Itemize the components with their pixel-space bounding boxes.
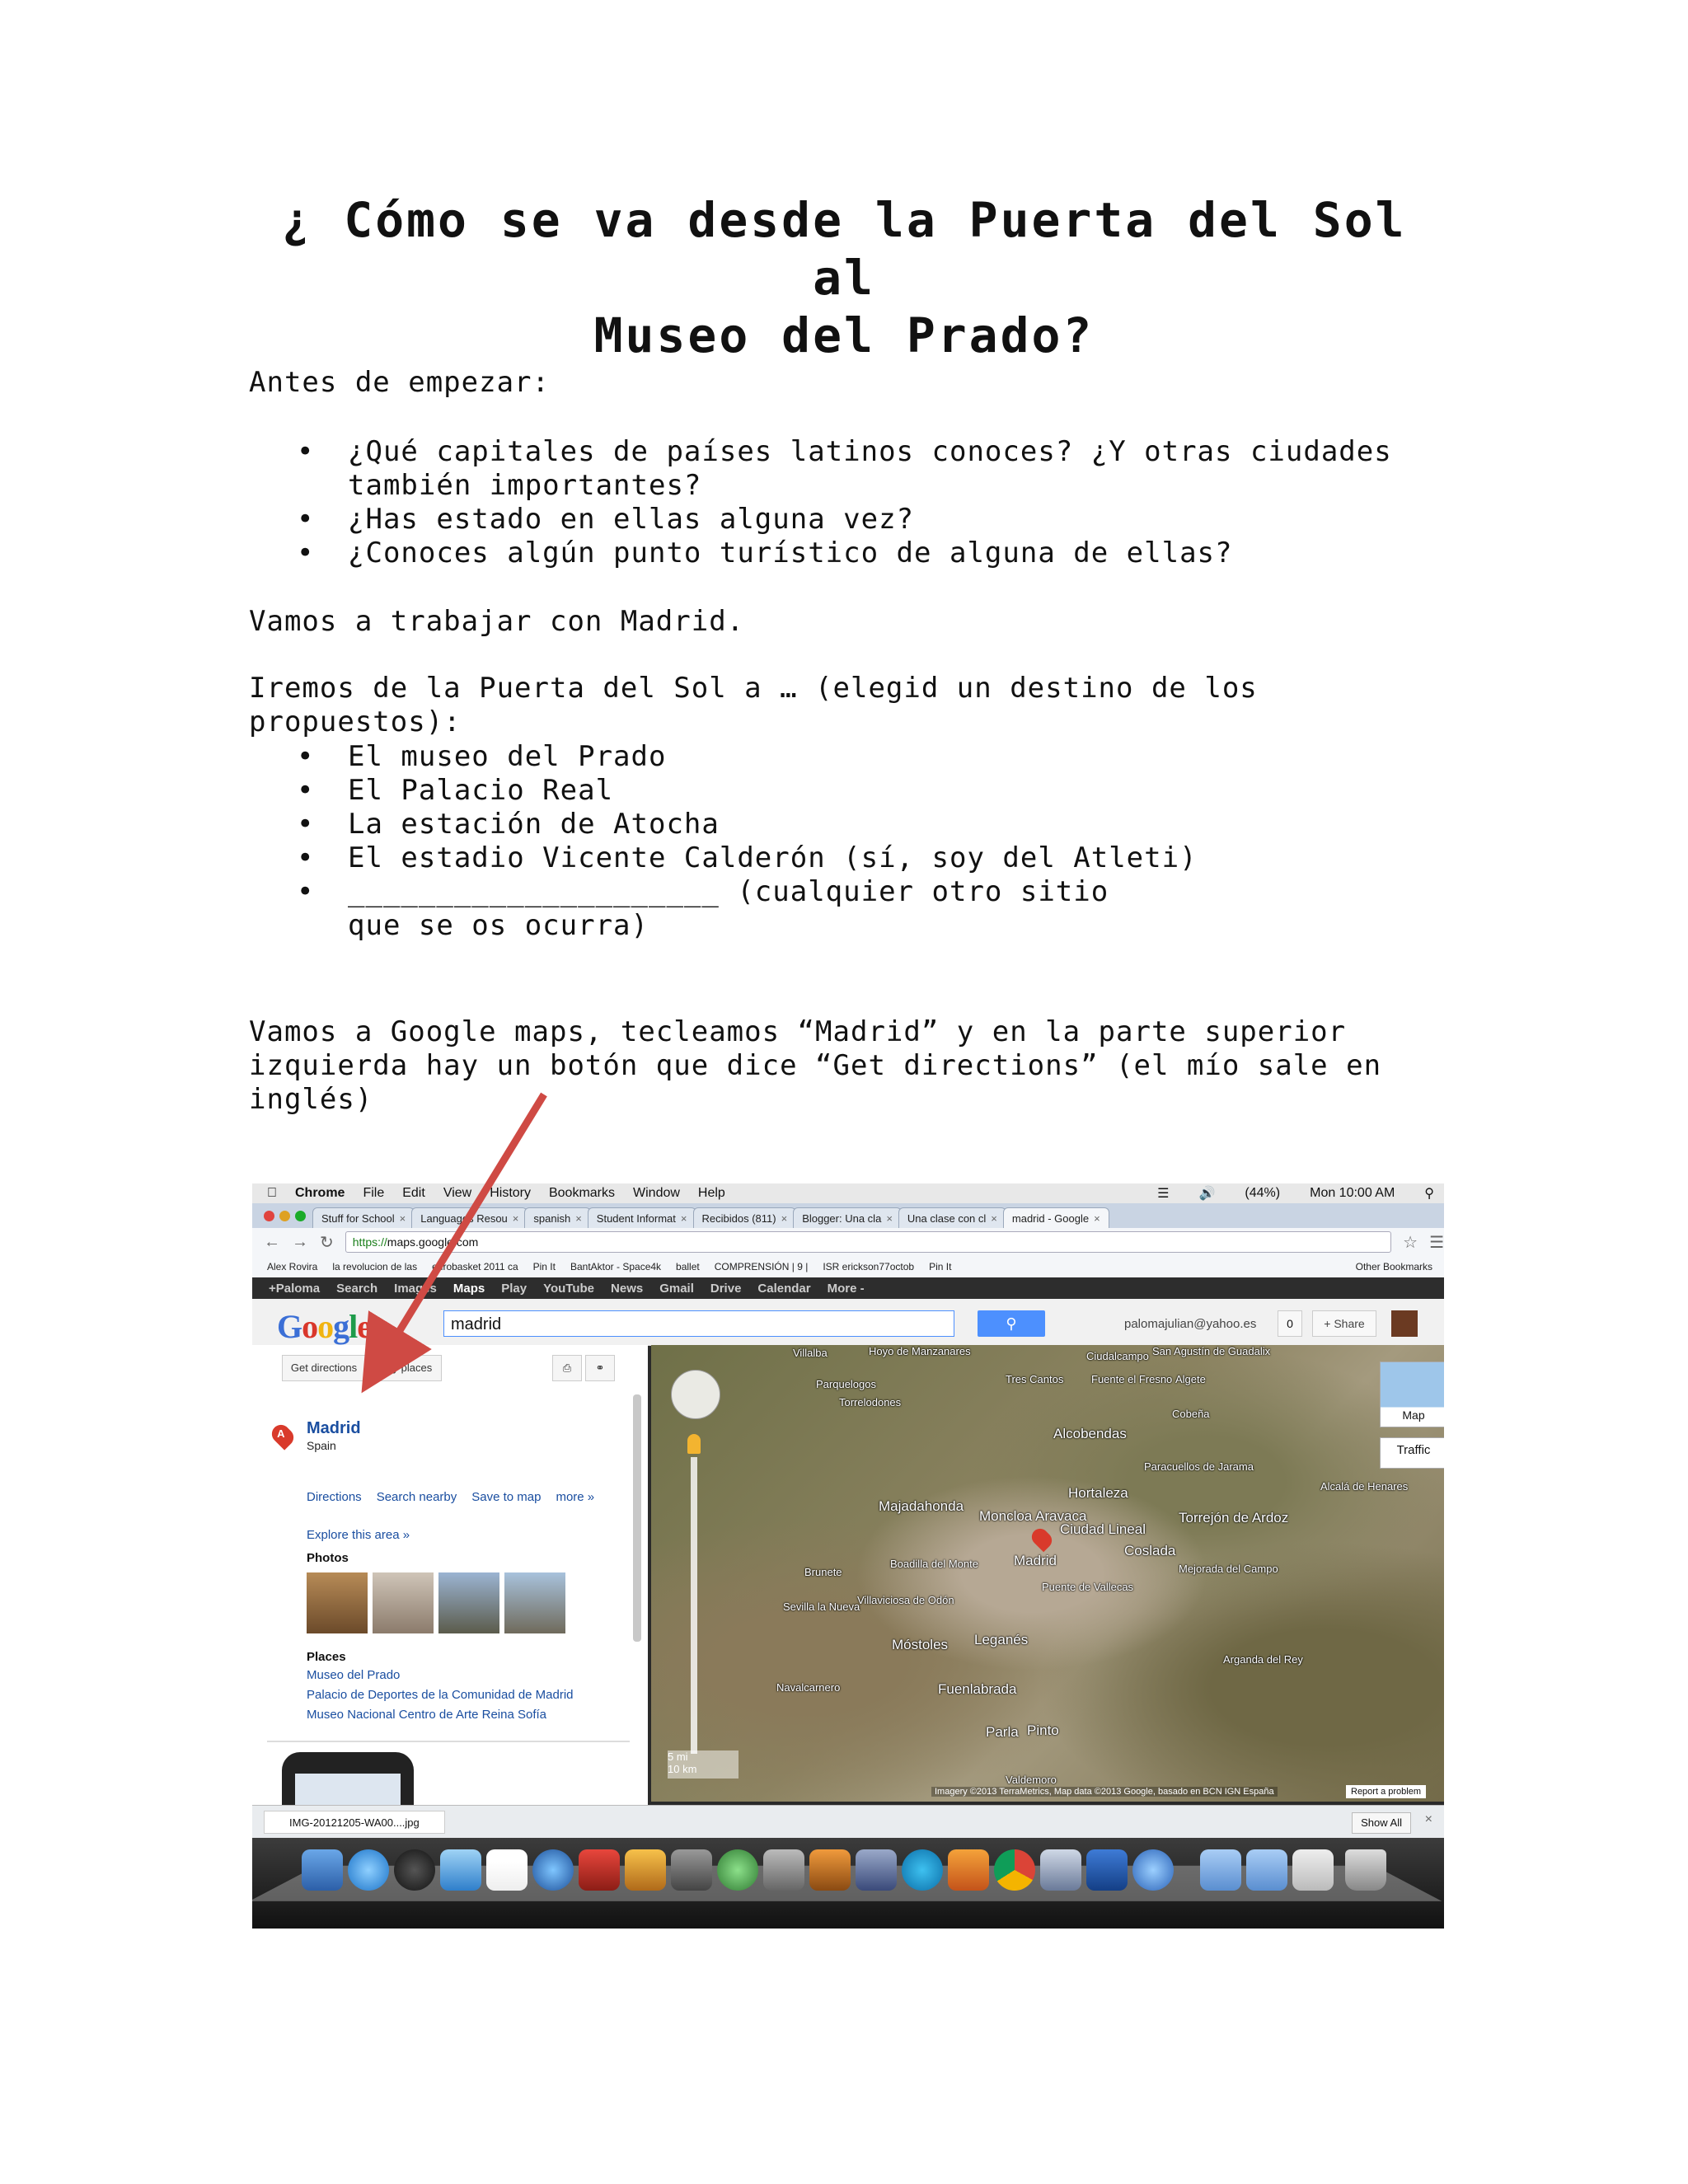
search-nearby-link[interactable]: Search nearby <box>376 1490 457 1504</box>
destination-item: • El estadio Vicente Calderón (sí, soy del Atleti) <box>249 841 1393 875</box>
menu-help[interactable]: Help <box>687 1186 715 1200</box>
spotlight-icon[interactable]: ⚲ <box>1424 1187 1434 1201</box>
more-link[interactable]: more » <box>556 1490 595 1504</box>
bookmark-item[interactable]: COMPRENSIÓN | 9 | <box>714 1261 809 1272</box>
gbar-news[interactable]: News <box>611 1281 644 1296</box>
notification-count[interactable]: 0 <box>1278 1310 1302 1337</box>
destination-item: • La estación de Atocha <box>249 808 1393 841</box>
volume-icon[interactable]: 🔊 <box>1198 1187 1216 1201</box>
city-line: Vamos a trabajar con Madrid. <box>249 605 745 638</box>
tab-languages[interactable]: Languages Resou × <box>411 1207 528 1228</box>
bookmark-item[interactable]: BantAktor - Space4k <box>570 1261 662 1272</box>
map-label: Ciudalcampo <box>1086 1350 1149 1362</box>
map-label: Valdemoro <box>1006 1774 1057 1786</box>
menu-view[interactable]: View <box>433 1186 462 1200</box>
menu-edit[interactable]: Edit <box>392 1186 415 1200</box>
gbar-plus[interactable]: +Paloma <box>269 1281 321 1296</box>
place-name[interactable]: Madrid <box>307 1419 361 1437</box>
tab-spanish[interactable]: spanish × <box>524 1207 590 1228</box>
route-line: Iremos de la Puerta del Sol a … (elegid un destino de los propuestos): <box>249 672 1258 738</box>
url-field[interactable]: https:// maps.google.com <box>345 1231 1391 1253</box>
menu-app-name[interactable]: Chrome <box>285 1186 335 1200</box>
map-label: Sevilla la Nueva <box>783 1601 860 1613</box>
gbar-search[interactable]: Search <box>336 1281 378 1296</box>
map-label: Mejorada del Campo <box>1179 1563 1278 1575</box>
map-label: Arganda del Rey <box>1223 1653 1303 1666</box>
map-label: Parquelogos <box>816 1378 876 1390</box>
map-label: San Agustín de Guadalix <box>1152 1345 1271 1357</box>
map-label: Majadahonda <box>879 1498 964 1514</box>
map-label: Parla <box>986 1724 1019 1740</box>
destination-item: • _____________________ (cualquier otro sitio que se os ocurra) <box>249 875 1172 943</box>
map-label: Fuente el Fresno <box>1091 1373 1173 1385</box>
map-label: Boadilla del Monte <box>890 1558 978 1570</box>
map-label: Villalba <box>793 1347 828 1359</box>
download-item[interactable]: IMG-20121205-WA00....jpg <box>264 1811 445 1834</box>
tab-madrid-google-maps[interactable]: madrid - Google × <box>1003 1207 1109 1228</box>
map-label: Madrid <box>1014 1553 1057 1568</box>
forward-icon[interactable]: → <box>292 1232 308 1251</box>
place-country: Spain <box>307 1439 336 1452</box>
maps-search-input[interactable]: madrid <box>443 1310 954 1337</box>
close-downloads-icon[interactable]: × <box>1424 1812 1432 1826</box>
place-link-palacio-deportes[interactable]: Palacio de Deportes de la Comunidad de Madrid <box>307 1688 574 1702</box>
place-link-reina-sofia[interactable]: Museo Nacional Centro de Arte Reina Sofía <box>307 1708 546 1722</box>
map-label: Villaviciosa de Odón <box>857 1594 954 1606</box>
map-label: Hortaleza <box>1068 1485 1128 1501</box>
map-label: Algete <box>1175 1373 1206 1385</box>
gbar-more[interactable]: More - <box>827 1281 865 1296</box>
gbar-drive[interactable]: Drive <box>710 1281 742 1296</box>
bookmark-item[interactable]: ballet <box>676 1261 700 1272</box>
title-line-2: Museo del Prado? <box>593 307 1095 363</box>
tab-gmail[interactable]: Recibidos (811) × <box>693 1207 797 1228</box>
wifi-icon[interactable]: ☰ <box>1157 1187 1170 1201</box>
traffic-button[interactable]: Traffic <box>1380 1437 1444 1469</box>
explore-area-link[interactable]: Explore this area » <box>307 1528 410 1542</box>
instruction-text: Vamos a Google maps, tecleamos “Madrid” y en la parte superior izquierda hay un botón que dice “Get directions” (el mío sale en inglés) <box>249 1015 1382 1116</box>
bookmark-item[interactable]: Pin It <box>929 1261 952 1272</box>
account-email[interactable]: palomajulian@yahoo.es <box>1124 1317 1257 1331</box>
clock[interactable]: Mon 10:00 AM <box>1310 1186 1395 1200</box>
search-icon: ⚲ <box>1006 1315 1017 1332</box>
map-label: Tres Cantos <box>1006 1373 1064 1385</box>
map-label: Pinto <box>1027 1722 1059 1738</box>
map-label: Torrelodones <box>839 1396 902 1408</box>
photos-label: Photos <box>307 1551 349 1565</box>
star-icon[interactable]: ☆ <box>1403 1233 1418 1252</box>
gbar-maps[interactable]: Maps <box>452 1281 485 1296</box>
gbar-images[interactable]: Images <box>394 1281 437 1296</box>
directions-link[interactable]: Directions <box>307 1490 362 1504</box>
bookmark-item[interactable]: Pin It <box>532 1261 556 1272</box>
question-item: • ¿Qué capitales de países latinos conoces? ¿Y otras ciudades también importantes? <box>249 435 1393 503</box>
map-label: Moncloa Aravaca <box>979 1508 1087 1524</box>
tab-student-info[interactable]: Student Informat × <box>588 1207 696 1228</box>
print-icon[interactable]: ⎙ <box>552 1355 582 1381</box>
map-label: Fuenlabrada <box>938 1681 1017 1697</box>
share-button[interactable]: + Share <box>1312 1310 1376 1337</box>
map-label: Alcobendas <box>1053 1426 1127 1441</box>
map-label: Móstoles <box>892 1637 949 1652</box>
places-label: Places <box>307 1650 346 1664</box>
menu-file[interactable]: File <box>353 1186 375 1200</box>
gbar-calendar[interactable]: Calendar <box>757 1281 811 1296</box>
bookmark-item[interactable]: ISR erickson77octob <box>823 1261 915 1272</box>
menu-window[interactable]: Window <box>623 1186 670 1200</box>
destination-item: • El Palacio Real <box>249 774 1393 808</box>
map-label: Ciudad Lineal <box>1060 1521 1146 1537</box>
menu-icon[interactable]: ☰ <box>1429 1233 1444 1252</box>
battery-percent: (44%) <box>1245 1186 1281 1200</box>
menu-bookmarks[interactable]: Bookmarks <box>538 1186 606 1200</box>
gbar-youtube[interactable]: YouTube <box>543 1281 595 1296</box>
map-label: Paracuellos de Jarama <box>1144 1460 1254 1473</box>
bookmark-item[interactable]: eurobasket 2011 ca <box>432 1261 518 1272</box>
show-all-button[interactable]: Show All <box>1352 1812 1411 1834</box>
title-line-1: ¿ Cómo se va desde la Puerta del Sol al <box>281 192 1407 306</box>
gbar-gmail[interactable]: Gmail <box>659 1281 694 1296</box>
tab-blogger[interactable]: Blogger: Una cla × <box>793 1207 902 1228</box>
get-directions-button[interactable]: Get directions <box>282 1355 366 1381</box>
map-scale: 5 mi 10 km <box>668 1750 738 1779</box>
map-label: Torrejón de Ardoz <box>1179 1510 1289 1526</box>
menu-history[interactable]: History <box>480 1186 521 1200</box>
map-type-button[interactable]: Map <box>1380 1361 1444 1427</box>
google-logo[interactable]: Google <box>277 1308 372 1345</box>
map-label: Hoyo de Manzanares <box>869 1345 971 1357</box>
bookmark-item[interactable]: la revolucion de las <box>332 1261 418 1272</box>
map-label: Cobeña <box>1172 1408 1210 1420</box>
map-label: Navalcarnero <box>776 1681 841 1694</box>
question-item: • ¿Conoces algún punto turístico de alguna de ellas? <box>249 537 1393 570</box>
intro-heading: Antes de empezar: <box>249 366 550 399</box>
tab-una-clase[interactable]: Una clase con cl × <box>898 1207 1006 1228</box>
map-attribution: Imagery ©2013 TerraMetrics, Map data ©2013 Google, basado en BCN IGN España <box>931 1787 1278 1797</box>
map-label: Coslada <box>1124 1543 1176 1558</box>
place-link-prado[interactable]: Museo del Prado <box>307 1668 401 1682</box>
gbar-play[interactable]: Play <box>501 1281 528 1296</box>
reload-icon[interactable]: ↻ <box>320 1233 334 1252</box>
destination-item: • El museo del Prado <box>249 740 1393 774</box>
other-bookmarks[interactable]: Other Bookmarks <box>1355 1261 1432 1272</box>
my-places-button[interactable]: My places <box>374 1355 442 1381</box>
save-to-map-link[interactable]: Save to map <box>471 1490 542 1504</box>
map-label: Puente de Vallecas <box>1042 1581 1134 1593</box>
report-problem-link[interactable]: Report a problem <box>1346 1785 1426 1798</box>
map-label: Alcalá de Henares <box>1320 1480 1409 1493</box>
link-icon[interactable]: ⚭ <box>585 1355 615 1381</box>
tab-stuff-for-school[interactable]: Stuff for School × <box>312 1207 415 1228</box>
place-marker-icon: A <box>268 1421 297 1450</box>
back-icon[interactable]: ← <box>264 1232 280 1251</box>
map-label: Leganés <box>974 1632 1029 1647</box>
map-label: Brunete <box>804 1566 842 1578</box>
bookmark-item[interactable]: Alex Rovira <box>267 1261 318 1272</box>
question-item: • ¿Has estado en ellas alguna vez? <box>249 503 1393 537</box>
arrow-line <box>381 1094 544 1361</box>
